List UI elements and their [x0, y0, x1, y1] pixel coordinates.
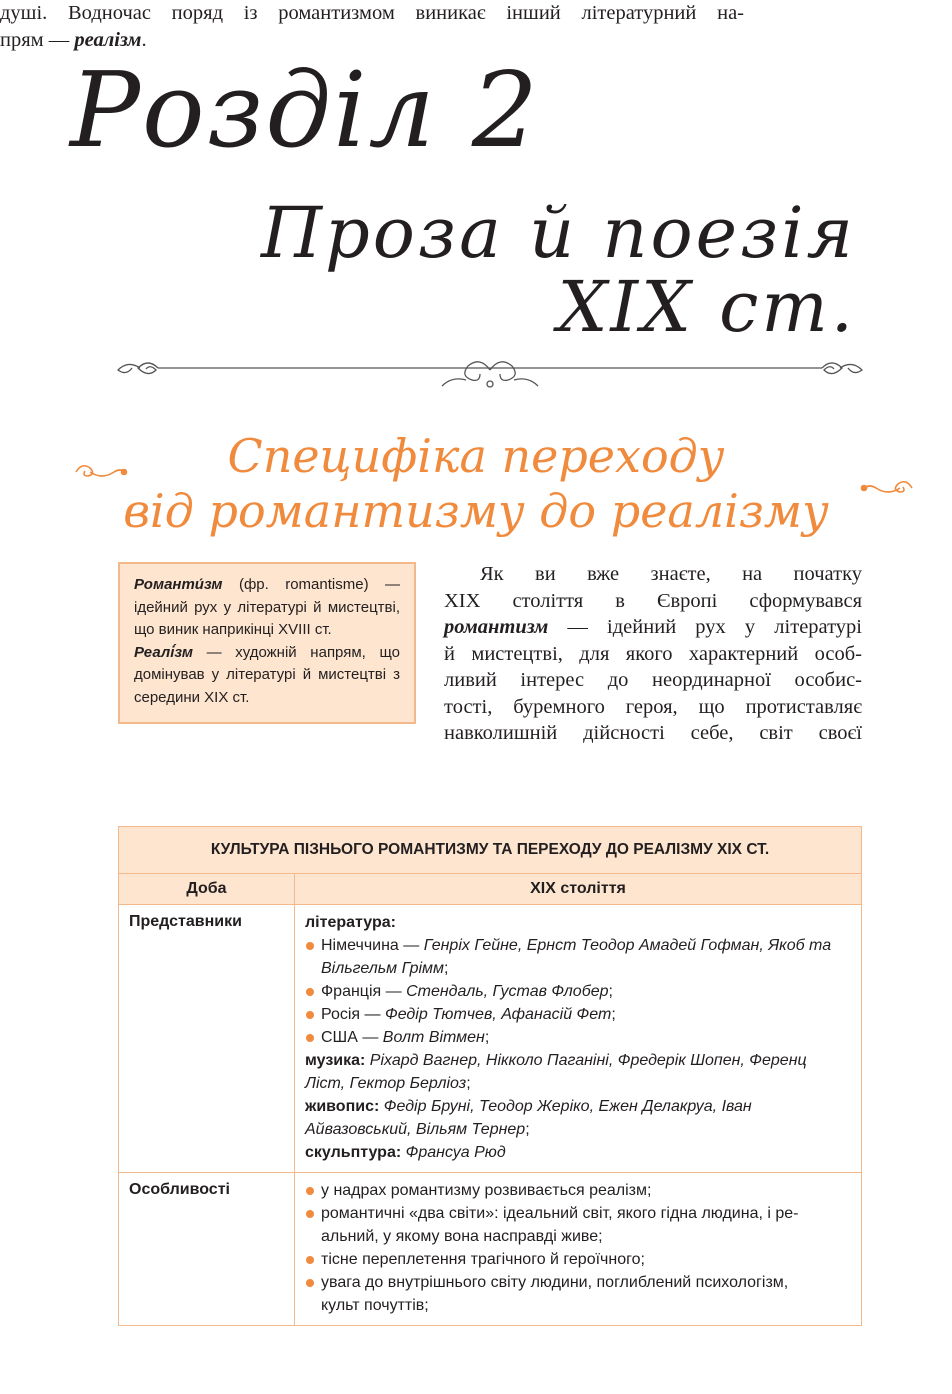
- separator: ;: [466, 1075, 471, 1092]
- intro-line: й мистецтві, для якого характерний особ-: [444, 642, 862, 665]
- painting-names: Федір Бруні, Теодор Жеріко, Ежен Делакруа, Іван: [383, 1098, 752, 1115]
- table-row: [119, 1173, 862, 1326]
- list-item: увага до внутрішнього світу людини, поглиблений психологізм, культ почуттів;: [305, 1271, 853, 1317]
- sculpture-line: [305, 1141, 853, 1164]
- list-item: США — Волт Вітмен;: [305, 1026, 853, 1049]
- list-item: Росія — Федір Тютчев, Афанасій Фет;: [305, 1003, 853, 1026]
- intro-line: ливий інтерес до неординарної особис-: [444, 669, 862, 691]
- features-cell: [295, 1173, 862, 1326]
- chapter-title-line2: ХІХ ст.: [557, 266, 856, 348]
- list-item: Франція — Стендаль, Густав Флобер;: [305, 980, 853, 1003]
- sculpture-names: Франсуа Рюд: [405, 1144, 506, 1161]
- list-item: у надрах романтизму розвивається реалізм;: [305, 1179, 853, 1202]
- intro-line: тості, буремного героя, що протиставляє: [444, 695, 862, 718]
- section-title-line2: від романтизму до реалізму: [123, 484, 829, 538]
- column-header-century: ХІХ століття: [295, 874, 862, 905]
- term-romanticism-inline: романтизм: [444, 616, 549, 638]
- term-realism: Реалі́зм: [134, 643, 193, 661]
- separator: ;: [525, 1121, 530, 1138]
- painting-names: Айвазовський, Вільям Тернер: [305, 1121, 526, 1138]
- intro-paragraph-continuation: [0, 0, 744, 53]
- definition-realism: — художній напрям, що домінував у літературі й мистецтві з середини ХІХ ст.: [134, 643, 400, 706]
- definition-romanticism: (фр. romantisme) — ідейний рух у літературі й мистецтві, що виник наприкінці XVIII ст.: [134, 576, 400, 638]
- column-header-era: Доба: [119, 874, 295, 905]
- intro-text: прям —: [0, 28, 75, 51]
- chapter-heading: Розділ 2: [70, 49, 540, 171]
- representatives-cell: [295, 905, 862, 1173]
- music-line: [305, 1049, 853, 1072]
- category-music: музика:: [305, 1052, 366, 1069]
- category-sculpture: скульптура:: [305, 1144, 402, 1161]
- intro-line: романтизм — ідейний рух у літературі: [444, 616, 862, 638]
- section-title-line1: Специфіка переходу: [227, 429, 725, 483]
- table-caption: КУЛЬТУРА ПІЗНЬОГО РОМАНТИЗМУ ТА ПЕРЕХОДУ ДО РЕАЛІЗМУ ХІХ СТ.: [119, 827, 862, 874]
- intro-line: душі. Водночас поряд із романтизмом виникає інший літературний на-: [0, 2, 744, 24]
- intro-text: .: [141, 28, 147, 51]
- table-row: [119, 905, 862, 1173]
- row-label-representatives: Представники: [119, 905, 295, 1173]
- chapter-title-line1: Проза й поезія: [260, 192, 856, 274]
- music-line: [305, 1072, 853, 1095]
- row-label-features: Особливості: [119, 1173, 295, 1326]
- term-romanticism: Романти́зм: [134, 576, 223, 593]
- music-names: Ліст, Гектор Берліоз: [305, 1075, 467, 1092]
- intro-line: Як ви вже знаєте, на початку: [480, 563, 862, 585]
- list-item: Німеччина — Генріх Гейне, Ернст Теодор Амадей Гофман, Якоб та Вільгельм Грімм;: [305, 934, 853, 980]
- intro-line: ХІХ століття в Європі сформувався: [444, 589, 862, 612]
- painting-line: [305, 1118, 853, 1141]
- ornament-divider: [110, 348, 870, 398]
- painting-line: [305, 1095, 853, 1118]
- music-names: Ріхард Вагнер, Нікколо Паганіні, Фредерік Шопен, Ференц: [369, 1052, 807, 1069]
- term-realism-inline: реалізм: [74, 28, 142, 51]
- category-painting: живопис:: [305, 1098, 380, 1115]
- category-literature: література:: [305, 914, 396, 931]
- list-item: тісне переплетення трагічного й героїчного;: [305, 1248, 853, 1271]
- intro-paragraph-right: [444, 561, 862, 747]
- list-item: романтичні «два світи»: ідеальний світ, якого гідна людина, і ре- альний, у якому вона насправді живе;: [305, 1202, 853, 1248]
- definition-box: [118, 562, 416, 724]
- intro-line: навколишній дійсності себе, світ своєї: [444, 722, 862, 744]
- literature-list: [305, 934, 853, 1049]
- culture-table: [118, 826, 862, 1326]
